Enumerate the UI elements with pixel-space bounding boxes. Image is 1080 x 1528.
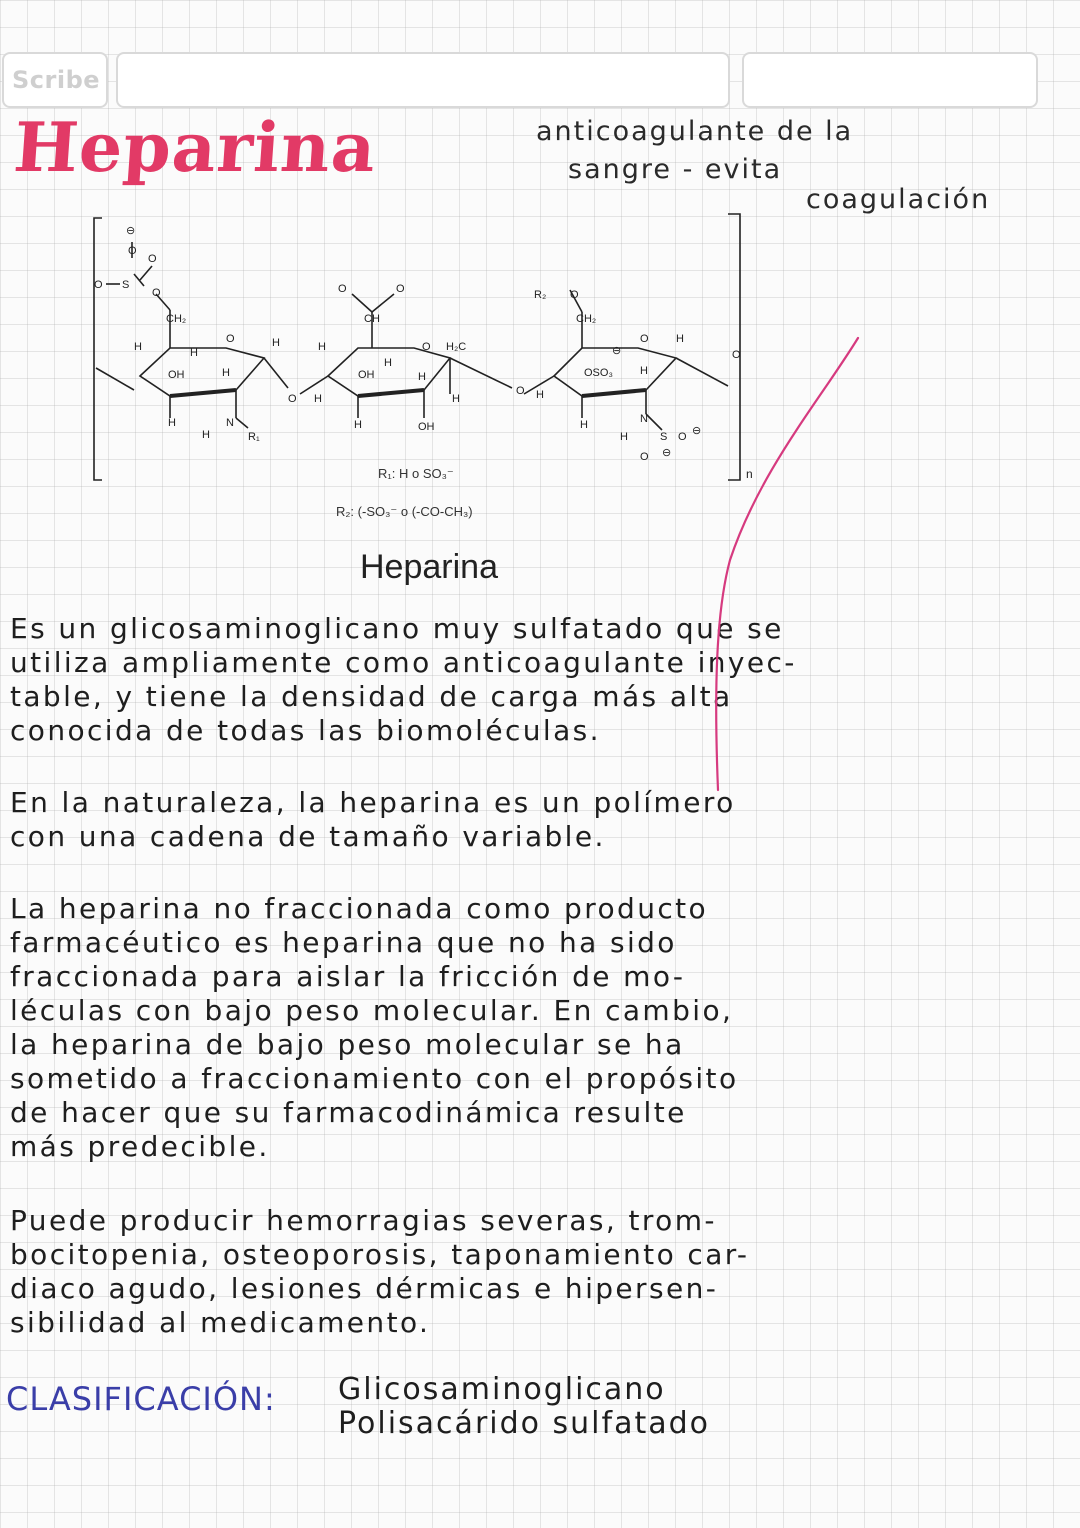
- left-bracket: [94, 218, 102, 480]
- glycosidic-bond-1: [264, 358, 288, 388]
- paragraph-nature: [10, 786, 736, 854]
- r1-label: R₁: [248, 431, 260, 443]
- header-date-box: [742, 52, 1038, 108]
- hydroxyl-label: OH: [358, 369, 375, 381]
- oxygen-label: O: [128, 245, 137, 257]
- text-line: farmacéutico es heparina que no ha sido: [10, 926, 677, 959]
- classification-item: Glicosaminoglicano: [338, 1372, 666, 1407]
- text-line: Puede producir hemorragias severas, trom-: [10, 1204, 717, 1237]
- oxygen-label: O: [678, 431, 687, 443]
- charge-minus-label: ⊖: [692, 425, 702, 437]
- ring-1: [140, 348, 264, 396]
- sulfur-label: S: [660, 431, 668, 443]
- side-note-line-1: anticoagulante de la: [536, 116, 854, 147]
- oxygen-label: O: [640, 333, 649, 345]
- text-line: En la naturaleza, la heparina es un polímero: [10, 786, 736, 819]
- text-line: La heparina no fraccionada como producto: [10, 892, 709, 925]
- sulfate-label: OSO₃: [584, 367, 613, 379]
- hydrogen-label: H: [134, 341, 142, 353]
- hydrogen-label: H: [314, 393, 322, 405]
- text-line: Es un glicosaminoglicano muy sulfatado que se: [10, 612, 784, 645]
- paragraph-fractionation: [10, 892, 738, 1164]
- scribe-box: [2, 52, 108, 108]
- figure-caption: Heparina: [360, 548, 498, 586]
- hydrogen-label: H: [620, 431, 628, 443]
- right-bracket: [728, 214, 740, 480]
- text-line: más predecible.: [10, 1130, 270, 1163]
- r2-caption: R₂: (-SO₃⁻ o (-CO-CH₃): [336, 504, 473, 519]
- header-bar: [0, 52, 1080, 108]
- ch2-label: CH₂: [576, 313, 597, 325]
- hydrogen-label: H: [536, 389, 544, 401]
- paragraph-definition: [10, 612, 797, 748]
- hydroxyl-label: OH: [418, 421, 435, 433]
- nitrogen-label: N: [640, 413, 648, 425]
- nitrogen-label: N: [226, 417, 234, 429]
- r2-label: R₂: [534, 289, 547, 301]
- paragraph-side-effects: [10, 1204, 749, 1340]
- r1-caption: R₁: H o SO₃⁻: [378, 466, 454, 481]
- charge-minus-label: ⊖: [662, 447, 672, 459]
- charge-minus-label: ⊖: [612, 345, 622, 357]
- ch2-label: CH₂: [166, 313, 187, 325]
- side-note-line-3: coagulación: [806, 184, 991, 215]
- oxygen-label: O: [226, 333, 235, 345]
- hydrogen-label: H: [168, 417, 176, 429]
- hydrogen-label: H: [272, 337, 280, 349]
- oxygen-label: O: [422, 341, 431, 353]
- text-line: sibilidad al medicamento.: [10, 1306, 431, 1339]
- hydrogen-label: H: [354, 419, 362, 431]
- text-line: fraccionada para aislar la fricción de mo-: [10, 960, 686, 993]
- text-line: diaco agudo, lesiones dérmicas e hipersen-: [10, 1272, 719, 1305]
- text-line: sometido a fraccionamiento con el propósito: [10, 1062, 739, 1095]
- oxygen-label: O: [148, 253, 157, 265]
- hydrogen-label: H: [202, 429, 210, 441]
- glycosidic-bond-2: [450, 358, 512, 388]
- hydrogen-label: H: [580, 419, 588, 431]
- sulfur-label: S: [122, 279, 130, 291]
- oxygen-label: O: [338, 283, 347, 295]
- heparin-structure-diagram: [88, 208, 768, 538]
- hydrogen-label: H: [190, 347, 198, 359]
- repeat-n-label: n: [746, 467, 753, 481]
- oxygen-label: O: [516, 385, 525, 397]
- page-title: Heparina: [11, 108, 380, 188]
- oxygen-label: O: [94, 279, 103, 291]
- scribe-label: Scribe: [12, 66, 101, 94]
- hydrogen-label: H: [318, 341, 326, 353]
- text-line: con una cadena de tamaño variable.: [10, 820, 606, 853]
- text-line: de hacer que su farmacodinámica resulte: [10, 1096, 687, 1129]
- text-line: léculas con bajo peso molecular. En cambio,: [10, 994, 734, 1027]
- oxygen-label: O: [288, 393, 297, 405]
- hydrogen-label: H: [384, 357, 392, 369]
- hydrogen-label: H: [676, 333, 684, 345]
- ring-2: [328, 348, 450, 396]
- hydrogen-label: H: [452, 393, 460, 405]
- oxygen-label: O: [732, 349, 741, 361]
- oxygen-label: O: [152, 287, 161, 299]
- oxygen-label: O: [570, 289, 579, 301]
- text-line: table, y tiene la densidad de carga más alta: [10, 680, 733, 713]
- text-line: utiliza ampliamente como anticoagulante inyec-: [10, 646, 797, 679]
- hydroxyl-label: OH: [168, 369, 185, 381]
- charge-minus-label: ⊖: [126, 225, 136, 237]
- hydrogen-label: H: [222, 367, 230, 379]
- oxygen-label: O: [640, 451, 649, 463]
- text-line: conocida de todas las biomoléculas.: [10, 714, 601, 747]
- h2c-label: H₂C: [446, 341, 467, 353]
- oxygen-label: O: [396, 283, 405, 295]
- header-field-box: [116, 52, 730, 108]
- text-line: la heparina de bajo peso molecular se ha: [10, 1028, 685, 1061]
- ch-label: CH: [364, 313, 380, 325]
- classification-item: Polisacárido sulfatado: [338, 1406, 711, 1441]
- right-chain-bond: [676, 358, 728, 386]
- text-line: bocitopenia, osteoporosis, taponamiento car-: [10, 1238, 750, 1271]
- hydrogen-label: H: [418, 371, 426, 383]
- hydrogen-label: H: [640, 365, 648, 377]
- left-chain-bond: [96, 368, 134, 390]
- side-note-line-2: sangre - evita: [568, 154, 783, 185]
- classification-label: CLASIFICACIÓN:: [6, 1380, 276, 1418]
